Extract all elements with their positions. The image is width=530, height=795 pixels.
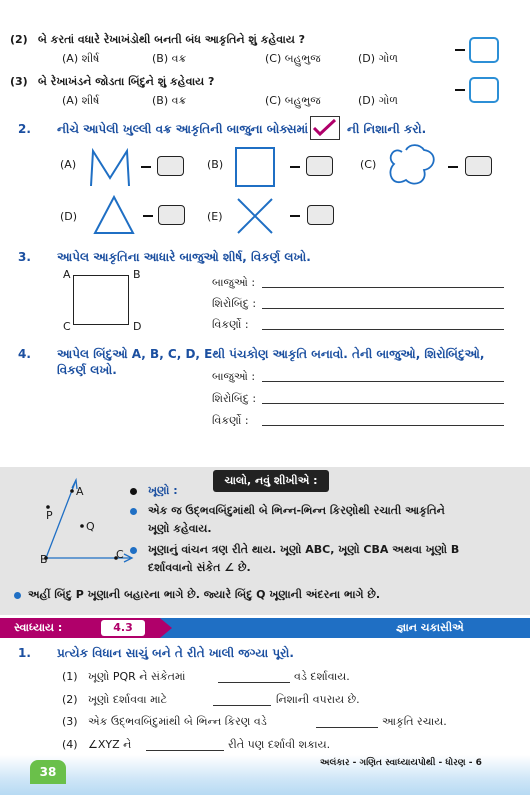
vertex-d-label: D — [133, 320, 142, 333]
exercise-item-4-end: રીતે પણ દર્શાવી શકાય. — [228, 738, 331, 751]
question-4-line2: વિકર્ણ લખો. — [57, 363, 117, 377]
m-shape-icon — [88, 148, 132, 188]
shape-dash — [141, 166, 151, 168]
exercise-1-number: 1. — [18, 646, 31, 660]
mcq-3-option-b: (B) વક્ર — [152, 94, 187, 107]
mcq-2-question: બે કરતાં વધારે રેખાખંડોથી બનતી બંધ આકૃતિને શું કહેવાય ? — [38, 33, 306, 46]
angle-label-p: P — [46, 509, 53, 522]
q4-vertices-label: શિરોબિંદુ : — [212, 392, 257, 405]
shape-d-answer-box[interactable] — [158, 205, 185, 225]
question-4-number: 4. — [18, 347, 31, 361]
question-4-line1: આપેલ બિંદુઓ A, B, C, D, Eથી પંચકોણ આકૃતિ બનાવો. તેની બાજુઓ, શિરોબિંદુઓ, — [57, 347, 485, 361]
learn-definition-line2: ખૂણો કહેવાય. — [148, 522, 212, 535]
bullet-icon — [130, 508, 137, 515]
exercise-item-3-number: (3) — [62, 715, 78, 728]
shape-c-label: (C) — [360, 158, 377, 171]
square-abcd-figure — [73, 275, 129, 325]
exercise-1-title: પ્રત્યેક વિધાન સાચું બને તે રીતે ખાલી જગ્યા પૂરો. — [57, 646, 294, 660]
section-right-title: જ્ઞાન ચકાસીએ — [396, 621, 464, 634]
exercise-item-2-end: નિશાની વપરાય છે. — [276, 693, 360, 706]
exercise-item-3-text: એક ઉદ્ભવબિંદુમાંથી બે ભિન્ન કિરણ વડે — [88, 715, 267, 728]
shape-dash — [290, 166, 300, 168]
answer-dash — [455, 49, 465, 51]
triangle-shape-icon — [92, 194, 136, 236]
mcq-2-option-d: (D) ગોળ — [358, 52, 398, 65]
question-3-text: આપેલ આકૃતિના આધારે બાજુઓ શીર્ષ, વિકર્ણ લખો. — [57, 250, 311, 264]
shape-dash — [448, 166, 458, 168]
mcq-3-answer-box[interactable] — [469, 77, 499, 103]
learn-point-note: અહીં બિંદુ P ખૂણાની બહારના ભાગે છે. જ્યારે બિંદુ Q ખૂણાની અંદરના ભાગે છે. — [28, 588, 381, 601]
shape-a-label: (A) — [60, 158, 77, 171]
answer-dash — [455, 89, 465, 91]
cross-shape-icon — [235, 196, 275, 236]
section-number: 4.3 — [101, 620, 145, 636]
angle-label-a: A — [76, 485, 84, 498]
angle-label-c: C — [116, 548, 124, 561]
shape-e-answer-box[interactable] — [307, 205, 334, 225]
exercise-item-2-blank[interactable] — [213, 705, 271, 706]
q3-vertices-label: શિરોબિંદુ : — [212, 297, 257, 310]
exercise-item-2-text: ખૂણો દર્શાવવા માટે — [88, 693, 167, 706]
q3-sides-label: બાજુઓ : — [212, 276, 256, 289]
exercise-item-1-number: (1) — [62, 670, 78, 683]
vertex-c-label: C — [63, 320, 71, 333]
bullet-icon — [130, 488, 137, 495]
exercise-item-4-text: ∠XYZ ને — [88, 738, 132, 751]
square-shape-icon — [233, 145, 277, 189]
bullet-icon — [14, 592, 21, 599]
mcq-3-number: (3) — [10, 75, 28, 88]
curve-shape-icon — [384, 144, 444, 190]
mcq-3-option-a: (A) શીર્ષ — [62, 94, 100, 107]
q4-diagonals-answer-line[interactable] — [262, 425, 504, 426]
q3-vertices-answer-line[interactable] — [262, 308, 504, 309]
angle-label-b: B — [40, 553, 48, 566]
learn-definition-line1: એક જ ઉદ્ભવબિંદુમાંથી બે ભિન્ન-ભિન્ન કિરણોથી રચાતી આકૃતિને — [148, 504, 445, 517]
footer-book-title: અલંકાર - ગણિત સ્વાધ્યાયપોથી - ધોરણ - 6 — [320, 758, 482, 768]
bullet-icon — [130, 547, 137, 554]
learn-reading-line2: દર્શાવવાનો સંકેત ∠ છે. — [148, 561, 251, 574]
shape-b-label: (B) — [207, 158, 224, 171]
exercise-item-3-end: આકૃતિ રચાય. — [382, 715, 447, 728]
shape-e-label: (E) — [207, 210, 223, 223]
mcq-2-option-c: (C) બહુભુજ — [265, 52, 321, 65]
learn-angle-title: ખૂણો : — [148, 484, 178, 497]
q4-sides-label: બાજુઓ : — [212, 370, 256, 383]
shape-d-label: (D) — [60, 210, 78, 223]
mcq-2-option-a: (A) શીર્ષ — [62, 52, 100, 65]
q4-vertices-answer-line[interactable] — [262, 403, 504, 404]
q3-diagonals-label: વિકર્ણો : — [212, 318, 249, 331]
mcq-2-option-b: (B) વક્ર — [152, 52, 187, 65]
shape-a-answer-box[interactable] — [157, 156, 184, 176]
q4-sides-answer-line[interactable] — [262, 381, 504, 382]
shape-dash — [143, 215, 153, 217]
mcq-3-option-d: (D) ગોળ — [358, 94, 398, 107]
q4-diagonals-label: વિકર્ણો : — [212, 414, 249, 427]
shape-dash — [290, 215, 300, 217]
mcq-3-option-c: (C) બહુભુજ — [265, 94, 321, 107]
exercise-item-1-text: ખૂણો PQR ને સંકેતમાં — [88, 670, 186, 683]
question-2-number: 2. — [18, 122, 31, 136]
mcq-2-number: (2) — [10, 33, 28, 46]
checkmark-box-icon — [310, 116, 340, 140]
exercise-item-4-number: (4) — [62, 738, 78, 751]
question-3-number: 3. — [18, 250, 31, 264]
angle-label-q: Q — [86, 520, 95, 533]
exercise-item-1-end: વડે દર્શાવાય. — [294, 670, 350, 683]
page-number-badge: 38 — [30, 760, 66, 784]
exercise-item-1-blank[interactable] — [218, 682, 290, 683]
exercise-item-3-blank[interactable] — [316, 727, 378, 728]
shape-c-answer-box[interactable] — [465, 156, 492, 176]
shape-b-answer-box[interactable] — [306, 156, 333, 176]
learn-reading-line1: ખૂણાનું વાંચન ત્રણ રીતે થાય. ખૂણો ABC, ખૂણો CBA અથવા ખૂણો B — [148, 543, 460, 556]
question-2-text-end: ની નિશાની કરો. — [347, 122, 427, 136]
exercise-item-2-number: (2) — [62, 693, 78, 706]
mcq-2-answer-box[interactable] — [469, 37, 499, 63]
mcq-3-question: બે રેખાખંડને જોડતા બિંદુને શું કહેવાય ? — [38, 75, 215, 88]
q3-diagonals-answer-line[interactable] — [262, 329, 504, 330]
q3-sides-answer-line[interactable] — [262, 287, 504, 288]
section-label: સ્વાધ્યાય : — [14, 621, 63, 634]
question-2-text: નીચે આપેલી ખુલ્લી વક્ર આકૃતિની બાજુના બોક્સમાં — [57, 122, 309, 136]
exercise-item-4-blank[interactable] — [146, 750, 224, 751]
learn-banner: ચાલો, નવું શીખીએ : — [213, 470, 329, 492]
vertex-b-label: B — [133, 268, 141, 281]
vertex-a-label: A — [63, 268, 71, 281]
